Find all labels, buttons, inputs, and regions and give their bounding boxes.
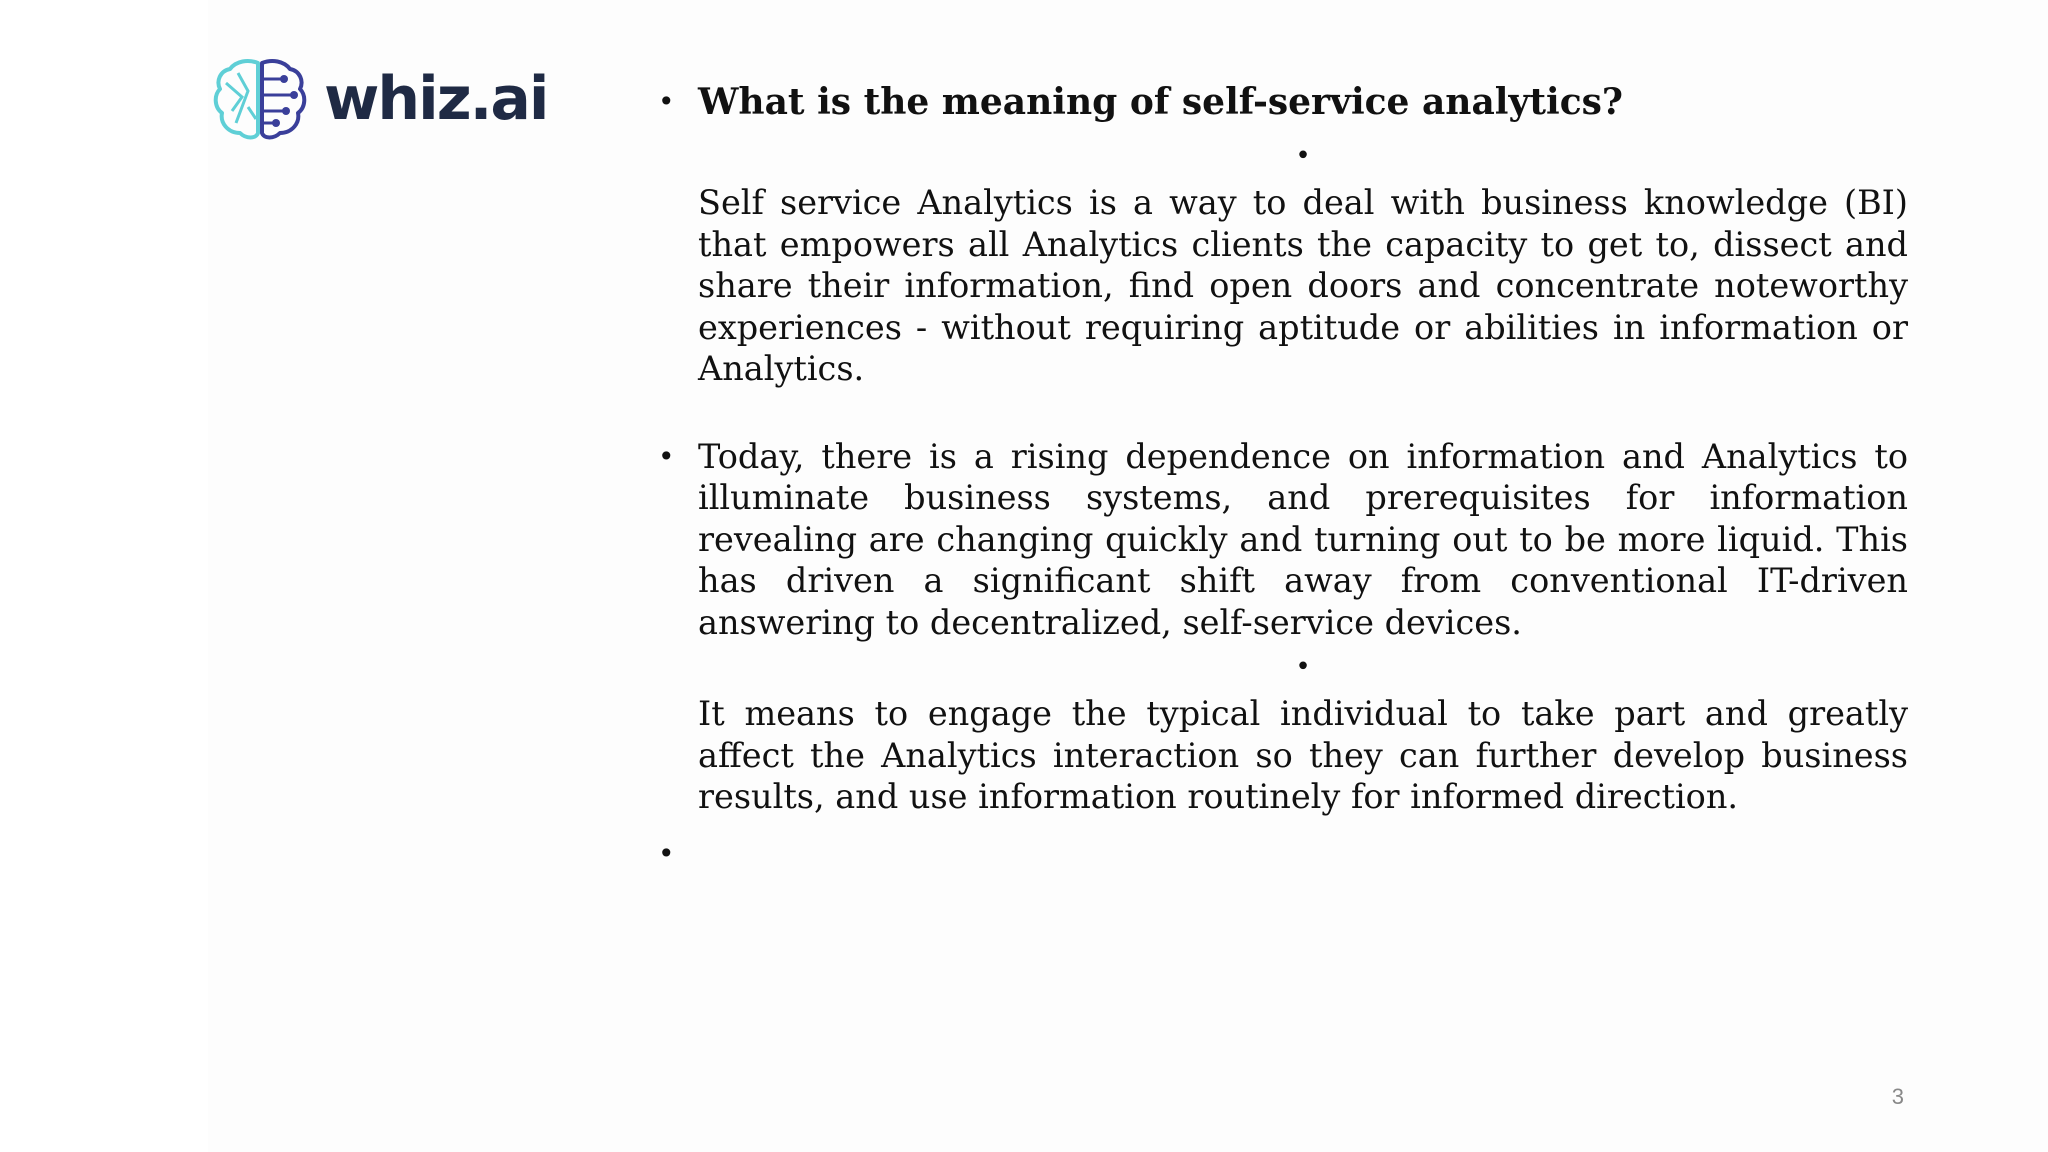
bullet-dot: • [658, 439, 675, 473]
heading-question: What is the meaning of self-service analytics? [698, 81, 1623, 123]
paragraph-dependence: Today, there is a rising dependence on information and Analytics to illuminate business systems, and prerequisites for information revealing are changing quickly and turning out to be more liquid. This has driven a significant shift away from conventional IT-driven answering to decentralized, self-service devices. [698, 436, 1908, 642]
bullet-dot: • [658, 836, 675, 870]
empty-bullet-dot: • [1295, 141, 1311, 171]
empty-bullet-dot: • [1295, 652, 1311, 682]
paragraph-engage: It means to engage the typical individual to take part and greatly affect the Analytics interaction so they can further develop business results, and use information routinely for informed direction. [698, 694, 1908, 816]
bullet-heading [650, 78, 1908, 126]
paragraph-definition: Self service Analytics is a way to deal with business knowledge (BI) that empowers all Analytics clients the capacity to get to, dissect and share their information, find open doors and concentrate noteworthy experiences - without requiring aptitude or abilities in information or Analytics. [698, 183, 1908, 388]
bullet-paragraph [650, 436, 1908, 644]
page-number: 3 [1891, 1084, 1904, 1109]
logo-wordmark: whiz.ai [324, 64, 548, 134]
empty-bullet [650, 830, 1908, 878]
brain-circuit-icon [212, 57, 308, 141]
slide-body [650, 78, 1908, 878]
logo [212, 56, 547, 142]
bullet-dot: • [658, 85, 675, 118]
